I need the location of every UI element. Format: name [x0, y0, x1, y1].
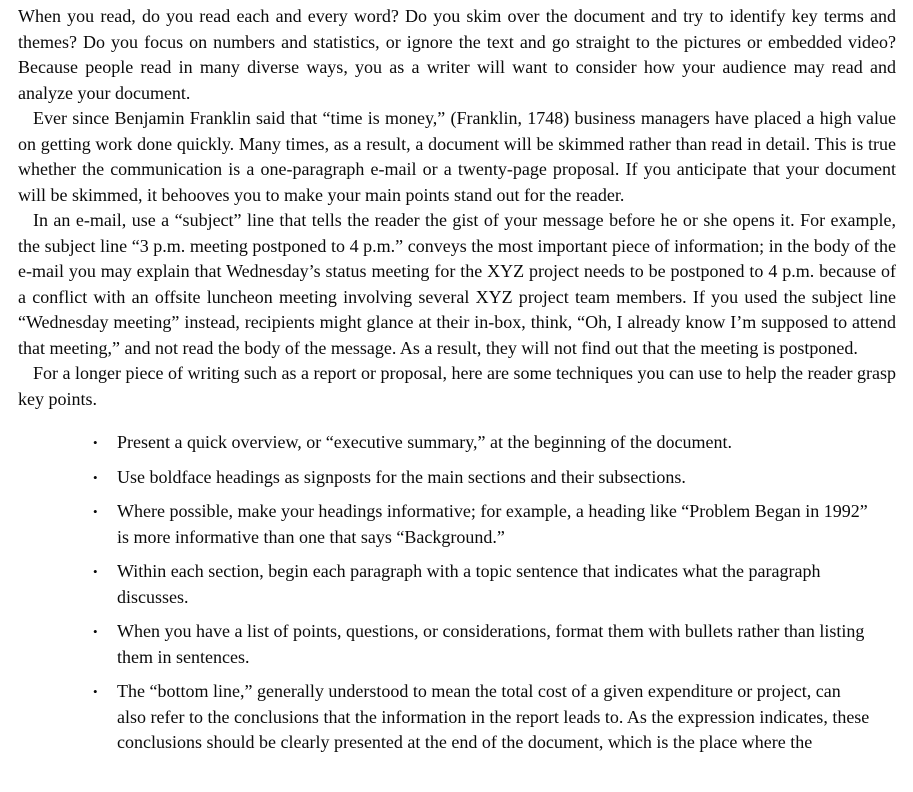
body-paragraph-time-is-money: Ever since Benjamin Franklin said that “time is money,” (Franklin, 1748) business managers have placed a high value on getting work done quickly. Many times, as a result, a document will be skimmed rather than read in detail. This is true whether the communication is a one-paragraph e-mail or a twenty-page proposal. If you anticipate that your document will be skimmed, it behooves you to make your main points stand out for the reader. [18, 108, 896, 205]
techniques-bullet-list [18, 430, 896, 756]
list-item [93, 679, 871, 756]
list-item [93, 465, 871, 491]
bullet-icon: • [93, 564, 98, 579]
list-item [93, 619, 871, 670]
list-item-text: Where possible, make your headings informative; for example, a heading like “Problem Began in 1992” is more informative than one that says “Background.” [117, 501, 868, 547]
bullet-icon: • [93, 684, 98, 699]
bullet-icon: • [93, 504, 98, 519]
list-item [93, 430, 871, 456]
body-paragraph-techniques-intro: For a longer piece of writing such as a report or proposal, here are some techniques you can use to help the reader grasp key points. [18, 363, 896, 409]
body-paragraph-email-subject: In an e-mail, use a “subject” line that tells the reader the gist of your message before he or she opens it. For example, the subject line “3 p.m. meeting postponed to 4 p.m.” conveys the most important piece of information; in the body of the e-mail you may explain that Wednesday’s status meeting for the XYZ project needs to be postponed to 4 p.m. because of a conflict with an offsite luncheon meeting involving several XYZ project team members. If you used the subject line “Wednesday meeting” instead, recipients might glance at their in-box, think, “Oh, I already know I’m supposed to attend that meeting,” and not read the body of the message. As a result, they will not find out that the meeting is postponed. [18, 210, 896, 358]
body-paragraph-reading-styles: When you read, do you read each and every word? Do you skim over the document and try to identify key terms and themes? Do you focus on numbers and statistics, or ignore the text and go straight to the pictures or embedded video? Because people read in many diverse ways, you as a writer will want to consider how your audience may read and analyze your document. [18, 6, 896, 103]
list-item-text: Present a quick overview, or “executive summary,” at the beginning of the document. [117, 432, 732, 452]
list-item-text: Within each section, begin each paragraph with a topic sentence that indicates what the paragraph discusses. [117, 561, 821, 607]
bullet-icon: • [93, 435, 98, 450]
list-item [93, 499, 871, 550]
list-item-text: When you have a list of points, questions, or considerations, format them with bullets rather than listing them in sentences. [117, 621, 865, 667]
list-item-text: Use boldface headings as signposts for the main sections and their subsections. [117, 466, 686, 487]
bullet-icon: • [93, 469, 98, 485]
list-item [93, 559, 871, 610]
list-item-text: The “bottom line,” generally understood to mean the total cost of a given expenditure or project, can also refer to the conclusions that the information in the report leads to. As the expression indicates, these conclusions should be clearly presented at the end of the document, which is the place where the [117, 681, 870, 752]
bullet-icon: • [93, 624, 98, 639]
